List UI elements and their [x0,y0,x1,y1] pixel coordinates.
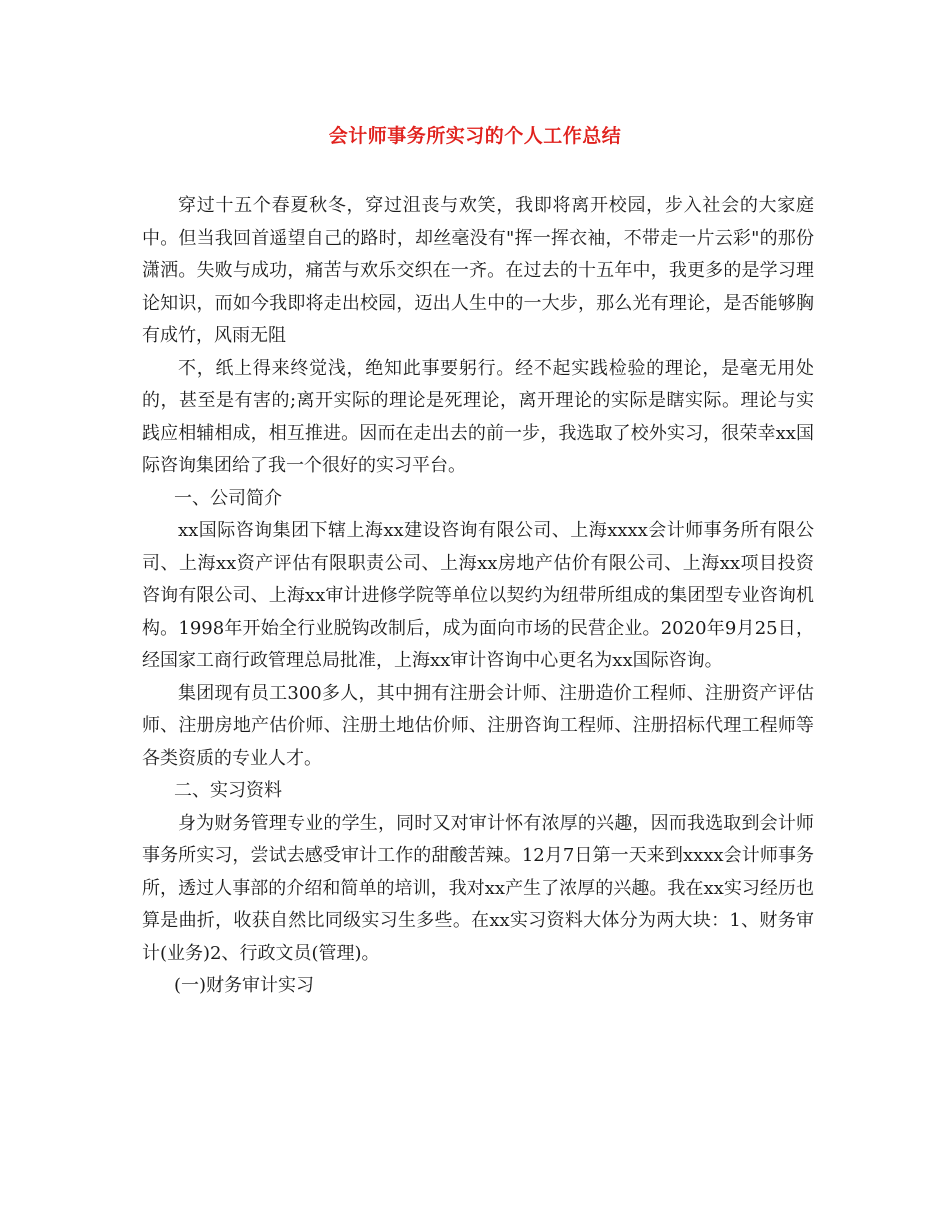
paragraph-intro: 穿过十五个春夏秋冬，穿过沮丧与欢笑，我即将离开校园，步入社会的大家庭中。但当我回首遥望自己的路时，却丝毫没有"挥一挥衣袖，不带走一片云彩"的那份潇洒。失败与成功，痛苦与欢乐交织在一齐。在过去的十五年中，我更多的是学习理论知识，而如今我即将走出校园，迈出人生中的一大步，那么光有理论，是否能够胸有成竹，风雨无阻 [142,195,814,346]
document-body [142,190,814,1003]
paragraph-staff: 集团现有员工300多人，其中拥有注册会计师、注册造价工程师、注册资产评估师、注册房地产估价师、注册土地估价师、注册咨询工程师、注册招标代理工程师等各类资质的专业人才。 [142,682,814,769]
document-title: 会计师事务所实习的个人工作总结 [328,125,622,147]
paragraph-practice: 不，纸上得来终觉浅，绝知此事要躬行。经不起实践检验的理论，是毫无用处的，甚至是有害的;离开实际的理论是死理论，离开理论的实际是瞎实际。理论与实践应相辅相成，相互推进。因而在走出去的前一步，我选取了校外实习，很荣幸xx国际咨询集团给了我一个很好的实习平台。 [142,357,814,476]
section-heading-internship: 二、实习资料 [174,780,282,801]
paragraph-internship: 身为财务管理专业的学生，同时又对审计怀有浓厚的兴趣，因而我选取到会计师事务所实习，尝试去感受审计工作的甜酸苦辣。12月7日第一天来到xxxx会计师事务所，透过人事部的介绍和简单的培训，我对xx产生了浓厚的兴趣。我在xx实习经历也算是曲折，收获自然比同级实习生多些。在xx实习资料大体分为两大块：1、财务审计(业务)2、行政文员(管理)。 [142,812,814,964]
paragraph-company-intro: xx国际咨询集团下辖上海xx建设咨询有限公司、上海xxxx会计师事务所有限公司、上海xx资产评估有限职责公司、上海xx房地产估价有限公司、上海xx项目投资咨询有限公司、上海xx审计进修学院等单位以契约为纽带所组成的集团型专业咨询机构。1998年开始全行业脱钩改制后，成为面向市场的民营企业。2020年9月25日，经国家工商行政管理总局批准，上海xx审计咨询中心更名为xx国际咨询。 [142,520,814,671]
subsection-heading-audit: (一)财务审计实习 [174,975,315,996]
section-heading-company: 一、公司简介 [174,487,282,509]
